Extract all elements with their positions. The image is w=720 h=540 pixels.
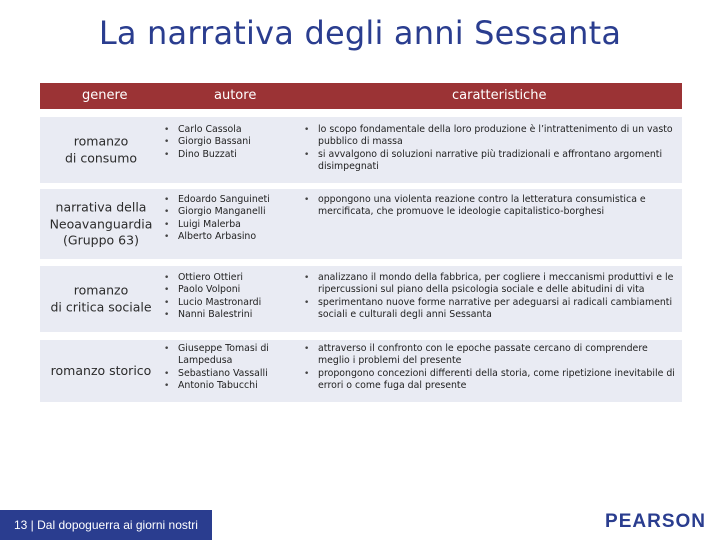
bullet-icon: • [164, 309, 170, 320]
list-item: • oppongono una violenta reazione contro la letteratura consumistica e mercificata, che promuove le ideologie capitalistico-borghesi [304, 194, 646, 218]
bullet-icon: • [164, 231, 170, 242]
bullet-icon: • [164, 285, 170, 296]
list-item: • lo scopo fondamentale della loro produzione è l’intrattenimento di un vasto pubblico di massa [304, 124, 673, 148]
table-row [40, 189, 682, 259]
bullet-icon: • [164, 273, 170, 283]
characteristics-list [304, 272, 676, 321]
bullet-icon: • [304, 273, 310, 283]
characteristics-list [304, 343, 676, 392]
bullet-icon: • [304, 125, 310, 135]
list-item: • Dino Buzzati [164, 148, 237, 160]
genre-line: (Gruppo 63) [63, 232, 139, 248]
authors-list [164, 343, 284, 392]
table-row [40, 340, 682, 402]
bullet-icon: • [164, 137, 170, 148]
footer-bar [0, 510, 212, 540]
bullet-icon: • [164, 344, 170, 354]
bullet-icon: • [304, 149, 310, 160]
genre-line: romanzo storico [50, 362, 152, 378]
list-item: • Lucio Mastronardi [164, 296, 262, 308]
header-genere: genere [82, 88, 128, 103]
list-item: • sperimentano nuove forme narrative per adeguarsi ai radicali cambiamenti sociali e culturali degli anni Sessanta [304, 296, 673, 320]
bullet-icon: • [304, 195, 310, 205]
list-item: • Luigi Malerba [164, 218, 241, 230]
table-header [40, 83, 682, 109]
footer-text: 13 | Dal dopoguerra ai giorni nostri [14, 518, 198, 532]
list-item: • attraverso il confronto con le epoche passate cercano di comprendere meglio i problemi del presente [304, 343, 648, 367]
list-item: • Edoardo Sanguineti [164, 194, 270, 205]
list-item: • Nanni Balestrini [164, 308, 253, 320]
authors-list [164, 124, 284, 161]
bullet-icon: • [164, 195, 170, 205]
list-item: • propongono concezioni differenti della storia, come ripetizione inevitabile di errori o come fuga dal presente [304, 367, 675, 391]
characteristics-list [304, 124, 676, 173]
bullet-icon: • [304, 297, 310, 308]
slide-title: La narrativa degli anni Sessanta [98, 14, 622, 52]
bullet-icon: • [304, 344, 310, 354]
list-item: • Paolo Volponi [164, 284, 241, 296]
bullet-icon: • [304, 368, 310, 379]
header-autore: autore [214, 88, 257, 103]
table-row [40, 117, 682, 183]
bullet-icon: • [164, 297, 170, 308]
list-item: • Sebastiano Vassalli [164, 367, 268, 379]
list-item: • Alberto Arbasino [164, 230, 257, 242]
list-item: • analizzano il mondo della fabbrica, per cogliere i meccanismi produttivi e le ripercussioni sul piano della psicologia sociale e delle abitudini di vita [304, 272, 674, 296]
genre-line: romanzo [73, 133, 129, 149]
list-item: • Ottiero Ottieri [164, 272, 244, 283]
genre-line: di critica sociale [50, 299, 152, 314]
list-item: • Giorgio Bassani [164, 136, 251, 148]
list-item: • Giorgio Manganelli [164, 206, 266, 218]
genre-cell [40, 199, 162, 249]
genre-cell [40, 283, 162, 316]
table-row [40, 266, 682, 332]
list-item: • Antonio Tabucchi [164, 379, 258, 391]
genre-line: Neoavanguardia [49, 215, 153, 231]
bullet-icon: • [164, 219, 170, 230]
bullet-icon: • [164, 125, 170, 135]
list-item: • Carlo Cassola [164, 124, 242, 135]
bullet-icon: • [164, 149, 170, 160]
genre-line: di consumo [64, 150, 138, 165]
genre-line: romanzo [73, 282, 129, 298]
characteristics-list [304, 194, 676, 219]
list-item: • Giuseppe Tomasi di Lampedusa [164, 343, 269, 367]
bullet-icon: • [164, 207, 170, 218]
genre-cell [40, 363, 162, 380]
header-caratteristiche: caratteristiche [452, 88, 547, 103]
list-item: • si avvalgono di soluzioni narrative più tradizionali e affrontano argomenti disimpegnati [304, 148, 663, 172]
genre-line: narrativa della [55, 199, 147, 215]
authors-list [164, 194, 284, 243]
authors-list [164, 272, 284, 321]
pearson-logo: PEARSON [605, 511, 706, 532]
bullet-icon: • [164, 380, 170, 391]
genre-cell [40, 134, 162, 167]
bullet-icon: • [164, 368, 170, 379]
